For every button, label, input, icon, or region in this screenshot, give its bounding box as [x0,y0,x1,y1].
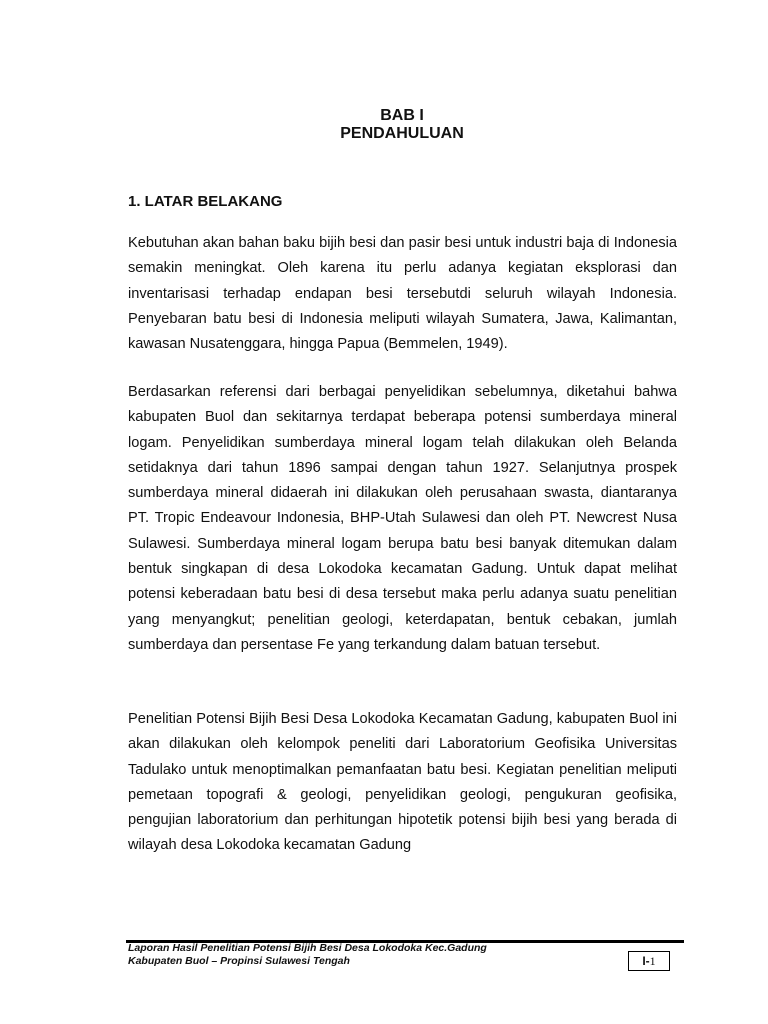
paragraph-3: Penelitian Potensi Bijih Besi Desa Lokodoka Kecamatan Gadung, kabupaten Buol ini akan dilakukan oleh kelompok peneliti dari Laboratorium Geofisika Universitas Tadulako untuk menoptimalkan pemanfaatan batu besi. Kegiatan penelitian meliputi pemetaan topografi & geologi, penyelidikan geologi, pengukuran geofisika, pengujian laboratorium dan perhitungan hipotetik potensi bijih besi yang berada di wilayah desa Lokodoka kecamatan Gadung [128,711,677,854]
paragraph-2: Berdasarkan referensi dari berbagai penyelidikan sebelumnya, diketahui bahwa kabupaten Buol dan sekitarnya terdapat beberapa potensi sumberdaya mineral logam. Penyelidikan sumberdaya mineral logam telah dilakukan oleh Belanda setidaknya dari tahun 1896 sampai dengan tahun 1927. Selanjutnya prospek sumberdaya mineral didaerah ini dilakukan oleh perusahaan swasta, diantaranya PT. Tropic Endeavour Indonesia, BHP-Utah Sulawesi dan oleh PT. Newcrest Nusa Sulawesi. Sumberdaya mineral logam berupa batu besi banyak ditemukan dalam bentuk singkapan di desa Lokodoka kecamatan Gadung. Untuk dapat melihat potensi keberadaan batu besi di desa tersebut maka perlu adanya suatu penelitian yang menyangkut; penelitian geologi, keterdapatan, bentuk cebakan, jumlah sumberdaya dan persentase Fe yang terkandung dalam batuan tersebut. [128,384,677,653]
footer-location: Kabupaten Buol – Propinsi Sulawesi Tengah [128,955,350,967]
chapter-number: BAB I [380,107,424,124]
page-number: 1 [649,953,656,968]
page-number-box [628,951,670,971]
section-heading: 1. LATAR BELAKANG [128,193,283,210]
paragraph-1: Kebutuhan akan bahan baku bijih besi dan pasir besi untuk industri baja di Indonesia semakin meningkat. Oleh karena itu perlu adanya kegiatan eksplorasi dan inventarisasi terhadap endapan besi tersebutdi seluruh wilayah Indonesia. Penyebaran batu besi di Indonesia meliputi wilayah Sumatera, Jawa, Kalimantan, kawasan Nusatenggara, hingga Papua (Bemmelen, 1949). [128,235,677,353]
page-chapter-label: I- [642,954,650,968]
footer-report-title: Laporan Hasil Penelitian Potensi Bijih Besi Desa Lokodoka Kec.Gadung [128,942,487,954]
chapter-title: PENDAHULUAN [340,125,464,142]
